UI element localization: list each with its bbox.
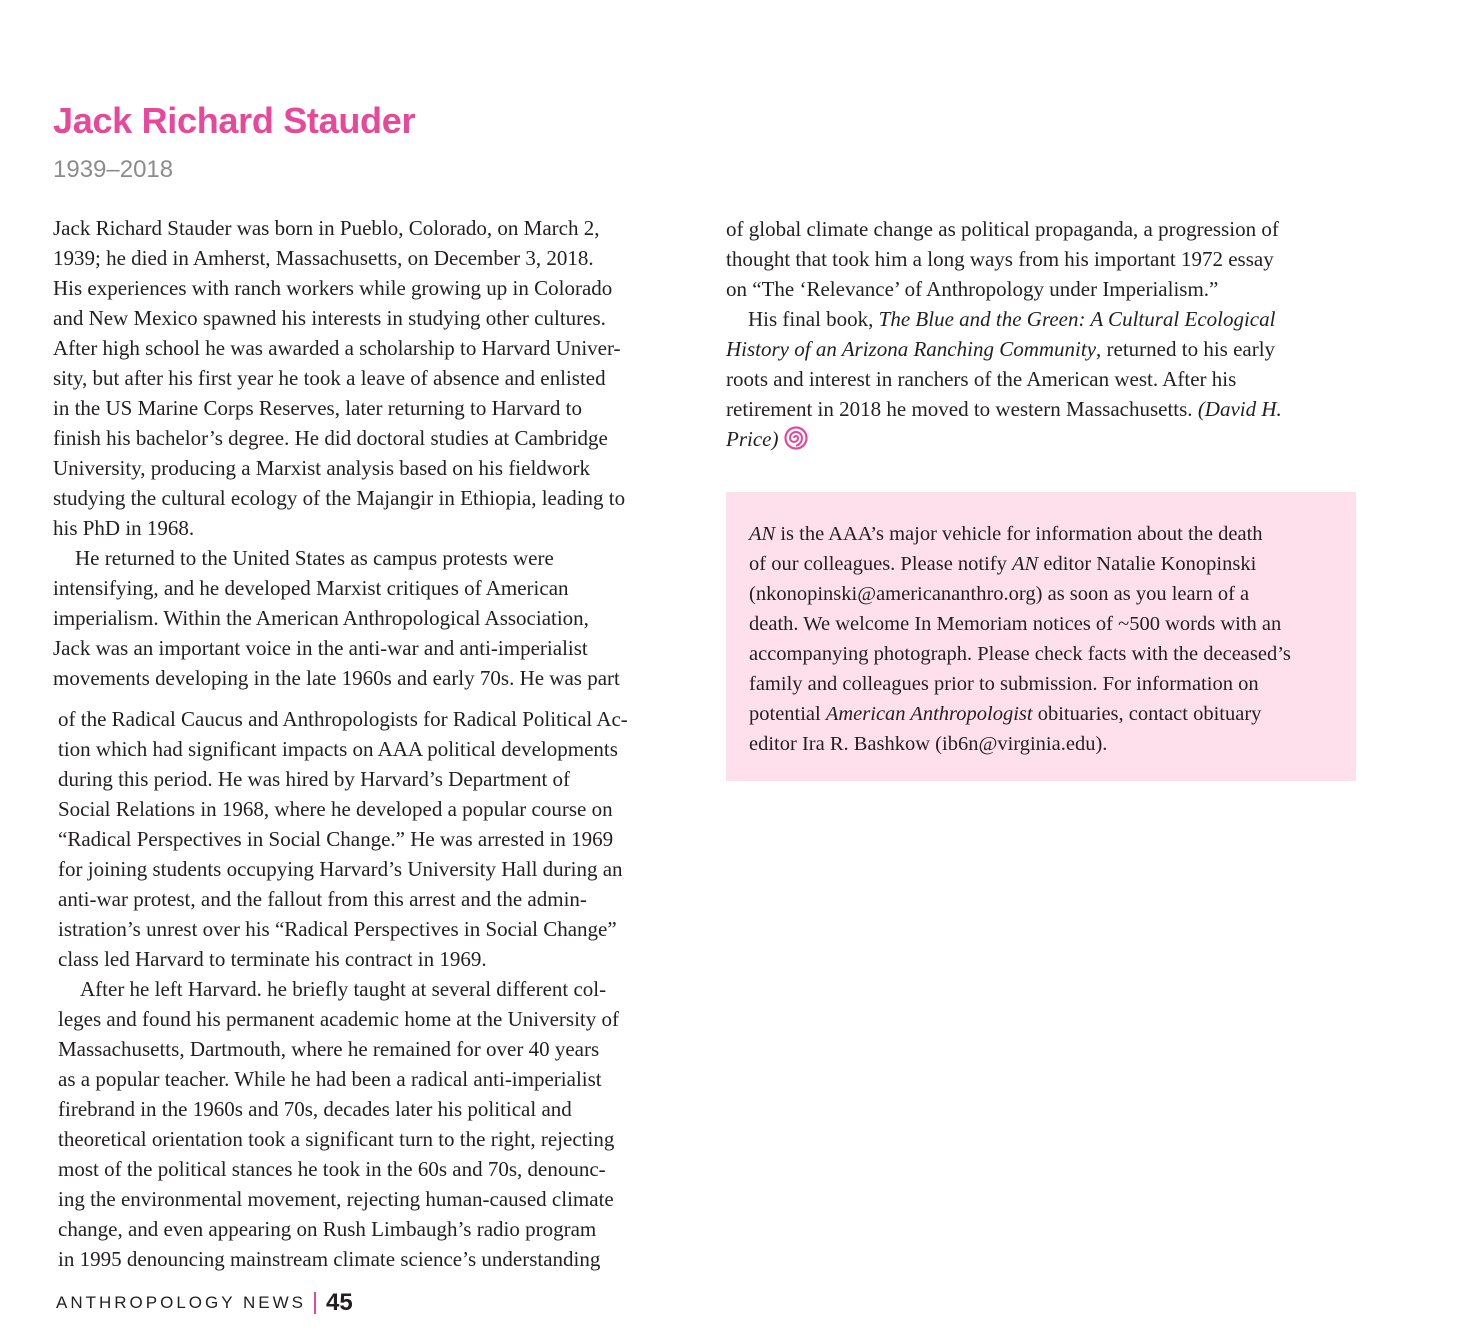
- text-line: his PhD in 1968.: [53, 516, 195, 540]
- notice-line: family and colleagues prior to submission. For information on: [749, 673, 1259, 695]
- text-line: [726, 334, 1366, 364]
- text-line: [726, 424, 1366, 454]
- text-line: theoretical orientation took a significant turn to the right, rejecting: [58, 1127, 615, 1151]
- text-line: Massachusetts, Dartmouth, where he remained for over 40 years: [58, 1037, 600, 1061]
- text-line: thought that took him a long ways from his important 1972 essay: [726, 247, 1274, 271]
- notice-line: accompanying photograph. Please check facts with the deceased’s: [749, 643, 1291, 665]
- page-number: 45: [326, 1289, 353, 1316]
- text-line: He returned to the United States as campus protests were: [75, 546, 554, 570]
- text-line: anti-war protest, and the fallout from this arrest and the admin-: [58, 887, 587, 911]
- text-line: imperialism. Within the American Anthropological Association,: [53, 606, 589, 630]
- text-run: , returned to his early: [1096, 337, 1276, 361]
- text-line: “Radical Perspectives in Social Change.” He was arrested in 1969: [58, 827, 614, 851]
- text-line: in 1995 denouncing mainstream climate science’s understanding: [58, 1247, 601, 1271]
- text-line: and New Mexico spawned his interests in studying other cultures.: [53, 306, 606, 330]
- notice-italic: AN: [1012, 553, 1039, 575]
- text-line: After high school he was awarded a scholarship to Harvard Univer-: [53, 336, 621, 360]
- text-line: on “The ‘Relevance’ of Anthropology under Imperialism.”: [726, 277, 1219, 301]
- text-line: Jack was an important voice in the anti-war and anti-imperialist: [53, 636, 588, 660]
- author-credit: (David H.: [1197, 397, 1282, 421]
- text-line: After he left Harvard. he briefly taught at several different col-: [80, 977, 607, 1001]
- notice-italic: American Anthropologist: [825, 703, 1033, 725]
- notice-text: editor Natalie Konopinski: [1038, 553, 1257, 575]
- magazine-name: ANTHROPOLOGY NEWS: [56, 1293, 306, 1312]
- text-line: University, producing a Marxist analysis based on his fieldwork: [53, 456, 590, 480]
- notice-text: obituaries, contact obituary: [1032, 703, 1262, 725]
- notice-text: potential: [749, 703, 826, 725]
- text-line: as a popular teacher. While he had been a radical anti-imperialist: [58, 1067, 602, 1091]
- text-line: change, and even appearing on Rush Limbaugh’s radio program: [58, 1217, 597, 1241]
- text-line: sity, but after his first year he took a leave of absence and enlisted: [53, 366, 606, 390]
- text-column-3: [726, 214, 1366, 454]
- book-title: The Blue and the Green: A Cultural Ecological: [878, 307, 1276, 331]
- text-line: intensifying, and he developed Marxist critiques of American: [53, 576, 569, 600]
- notice-text: of our colleagues. Please notify: [749, 553, 1013, 575]
- text-line: ing the environmental movement, rejecting human-caused climate: [58, 1187, 614, 1211]
- text-line: [726, 394, 1366, 424]
- text-line: most of the political stances he took in the 60s and 70s, denounc-: [58, 1157, 606, 1181]
- text-line: tion which had significant impacts on AAA political developments: [58, 737, 618, 761]
- memoriam-notice-box: [726, 492, 1356, 781]
- notice-line: [749, 549, 1334, 579]
- text-line: Social Relations in 1968, where he developed a popular course on: [58, 797, 613, 821]
- author-credit: Price): [726, 427, 779, 451]
- text-line: of global climate change as political propaganda, a progression of: [726, 217, 1279, 241]
- text-line: His experiences with ranch workers while growing up in Colorado: [53, 276, 613, 300]
- text-line: istration’s unrest over his “Radical Perspectives in Social Change”: [58, 917, 617, 941]
- footer-divider: [314, 1292, 316, 1314]
- text-line: for joining students occupying Harvard’s University Hall during an: [58, 857, 623, 881]
- text-line: of the Radical Caucus and Anthropologists for Radical Political Ac-: [58, 707, 628, 731]
- text-run: retirement in 2018 he moved to western Massachusetts.: [726, 397, 1198, 421]
- text-column-2: [58, 704, 698, 1274]
- text-line: in the US Marine Corps Reserves, later returning to Harvard to: [53, 396, 582, 420]
- text-line: roots and interest in ranchers of the American west. After his: [726, 367, 1237, 391]
- notice-text: is the AAA’s major vehicle for information about the death: [775, 523, 1263, 545]
- page-footer: [56, 1289, 353, 1317]
- article-title: Jack Richard Stauder: [53, 100, 416, 141]
- text-line: Jack Richard Stauder was born in Pueblo, Colorado, on March 2,: [53, 216, 600, 240]
- notice-line: (nkonopinski@americananthro.org) as soon as you learn of a: [749, 583, 1250, 605]
- text-line: during this period. He was hired by Harvard’s Department of: [58, 767, 571, 791]
- book-title: History of an Arizona Ranching Community: [726, 337, 1097, 361]
- end-mark-spiral-icon: [784, 426, 808, 450]
- life-dates: 1939–2018: [53, 156, 174, 183]
- notice-line: editor Ira R. Bashkow (ib6n@virginia.edu).: [749, 733, 1108, 755]
- text-line: class led Harvard to terminate his contract in 1969.: [58, 947, 487, 971]
- text-line: firebrand in the 1960s and 70s, decades later his political and: [58, 1097, 572, 1121]
- text-line: studying the cultural ecology of the Majangir in Ethiopia, leading to: [53, 486, 626, 510]
- text-line: finish his bachelor’s degree. He did doctoral studies at Cambridge: [53, 426, 608, 450]
- text-line: movements developing in the late 1960s and early 70s. He was part: [53, 666, 620, 690]
- text-line: [726, 304, 1366, 334]
- text-column-1: [53, 213, 693, 693]
- text-run: His final book,: [748, 307, 879, 331]
- notice-italic: AN: [749, 523, 776, 545]
- notice-line: [749, 519, 1334, 549]
- text-line: 1939; he died in Amherst, Massachusetts, on December 3, 2018.: [53, 246, 594, 270]
- text-line: leges and found his permanent academic home at the University of: [58, 1007, 619, 1031]
- notice-line: [749, 699, 1334, 729]
- notice-line: death. We welcome In Memoriam notices of ~500 words with an: [749, 613, 1282, 635]
